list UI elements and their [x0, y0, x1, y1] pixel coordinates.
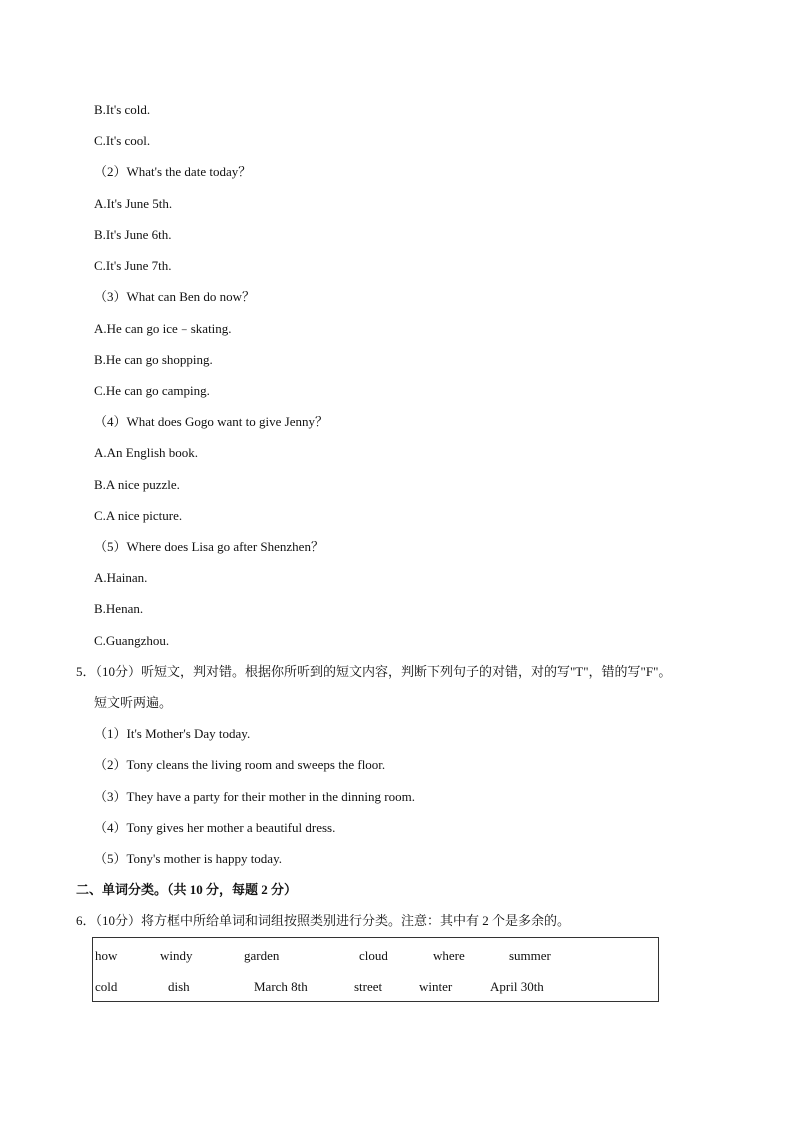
option-q1-c: C.It's cool. — [94, 133, 151, 148]
word-cloud: cloud — [359, 948, 388, 963]
option-q5-b: B.Henan. — [94, 601, 144, 616]
subquestion-2: （2）What's the date today？ — [94, 164, 252, 179]
subquestion-3: （3）What can Ben do now？ — [94, 289, 256, 304]
option-q4-b: B.A nice puzzle. — [94, 477, 180, 492]
option-q2-c: C.It's June 7th. — [94, 258, 172, 273]
option-q5-c: C.Guangzhou. — [94, 633, 170, 648]
question-5-instruction: 5．（10分）听短文，判对错。根据你所听到的短文内容，判断下列句子的对错，对的写"T"，错的写"F"。 — [76, 664, 672, 679]
word-cold: cold — [95, 979, 118, 994]
option-q4-c: C.A nice picture. — [94, 508, 183, 523]
option-q2-a: A.It's June 5th. — [94, 196, 173, 211]
question-6-instruction: 6．（10分）将方框中所给单词和词组按照类别进行分类。注意：其中有 2 个是多余的。 — [76, 913, 571, 928]
subquestion-4: （4）What does Gogo want to give Jenny？ — [94, 414, 328, 429]
question-5-item: （5）Tony's mother is happy today. — [94, 851, 282, 866]
question-5-item: （2）Tony cleans the living room and sweeps the floor. — [94, 757, 386, 772]
word-windy: windy — [160, 948, 193, 963]
question-5-item: （4）Tony gives her mother a beautiful dress. — [94, 820, 336, 835]
word-where: where — [433, 948, 465, 963]
word-box — [92, 937, 659, 1002]
word-april-30th: April 30th — [490, 979, 544, 994]
word-dish: dish — [168, 979, 190, 994]
question-5-item: （3）They have a party for their mother in the dinning room. — [94, 789, 415, 804]
question-5-item: （1）It's Mother's Day today. — [94, 726, 251, 741]
word-street: street — [354, 979, 383, 994]
word-summer: summer — [509, 948, 551, 963]
option-q1-b: B.It's cold. — [94, 102, 151, 117]
subquestion-5: （5）Where does Lisa go after Shenzhen？ — [94, 539, 324, 554]
option-q3-b: B.He can go shopping. — [94, 352, 213, 367]
question-5-instruction-cont: 短文听两遍。 — [94, 695, 173, 710]
option-q3-c: C.He can go camping. — [94, 383, 210, 398]
word-winter: winter — [419, 979, 453, 994]
word-march-8th: March 8th — [254, 979, 308, 994]
section-2-heading: 二、单词分类。（共 10 分，每题 2 分） — [76, 882, 298, 897]
option-q5-a: A.Hainan. — [94, 570, 148, 585]
option-q4-a: A.An English book. — [94, 445, 198, 460]
word-how: how — [95, 948, 118, 963]
word-garden: garden — [244, 948, 280, 963]
option-q2-b: B.It's June 6th. — [94, 227, 172, 242]
option-q3-a: A.He can go ice﹣skating. — [94, 321, 232, 336]
